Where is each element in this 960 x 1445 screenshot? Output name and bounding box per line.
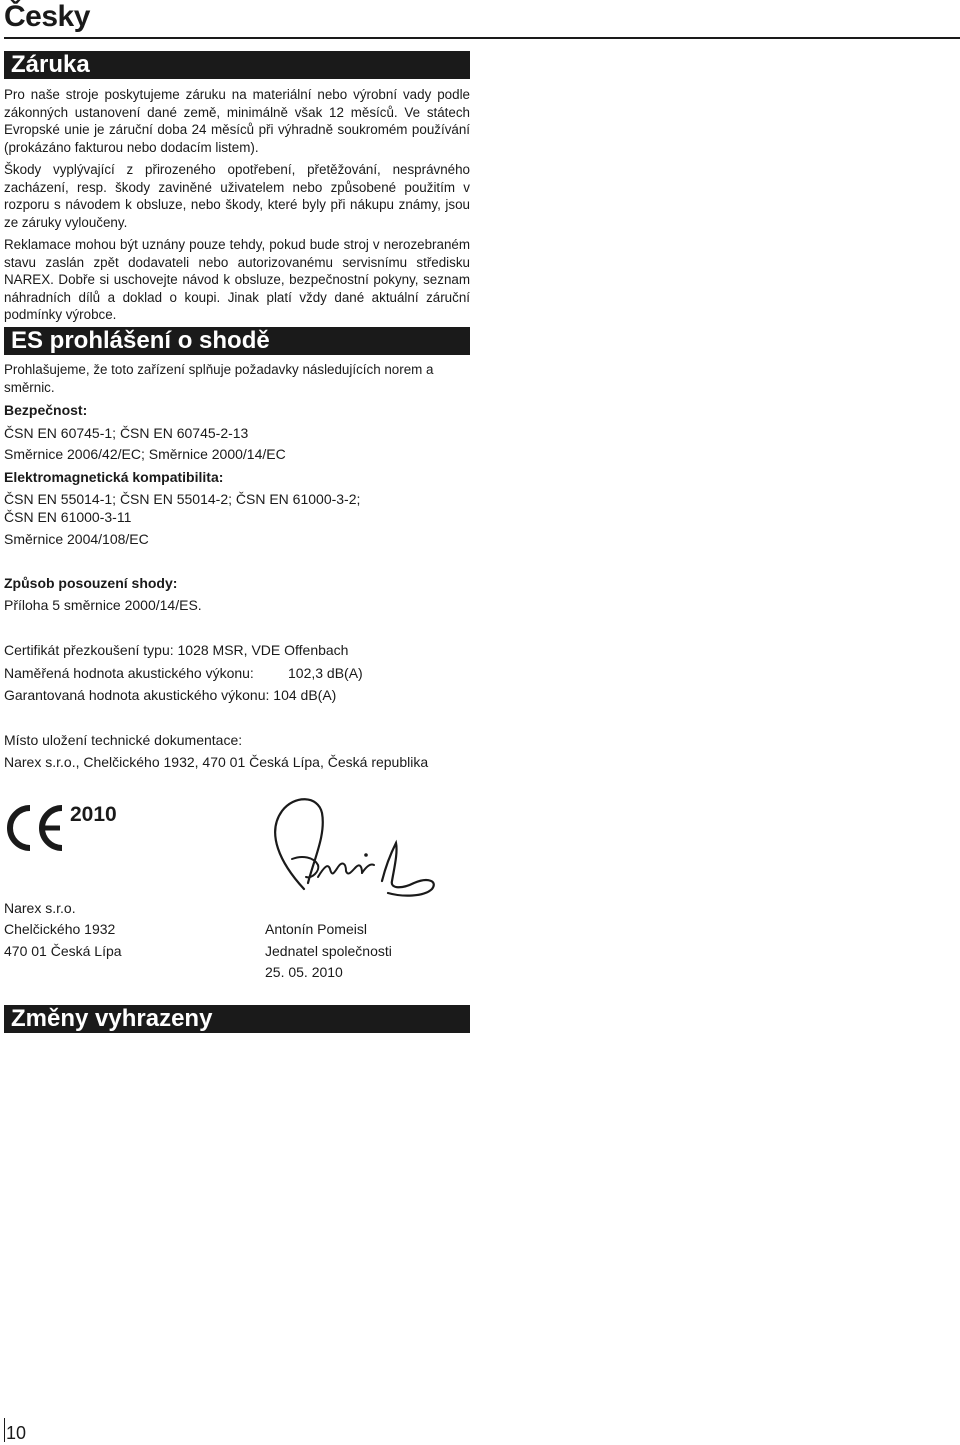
safety-standards: ČSN EN 60745-1; ČSN EN 60745-2-13	[4, 425, 249, 441]
certificate-line: Certifikát přezkoušení typu: 1028 MSR, VDE Offenbach	[4, 642, 349, 658]
docs-value: Narex s.r.o., Chelčického 1932, 470 01 Česká Lípa, Česká republika	[4, 754, 429, 770]
declaration-intro: Prohlašujeme, že toto zařízení splňuje požadavky následujících norem a směrnic.	[4, 362, 434, 395]
measured-label: Naměřená hodnota akustického výkonu:	[4, 665, 254, 681]
company-street: Chelčického 1932	[4, 921, 116, 937]
company-name: Narex s.r.o.	[4, 900, 76, 916]
ce-year: 2010	[70, 803, 117, 826]
page-number: 10	[6, 1423, 27, 1443]
assessment-label: Způsob posouzení shody:	[4, 575, 178, 591]
header-rule	[4, 37, 960, 39]
emc-standards-1: ČSN EN 55014-1; ČSN EN 55014-2; ČSN EN 61000-3-2;	[4, 491, 361, 507]
guaranteed-line: Garantovaná hodnota akustického výkonu: 104 dB(A)	[4, 687, 337, 703]
emc-label: Elektromagnetická kompatibilita:	[4, 469, 224, 485]
declaration-heading: ES prohlášení o shodě	[4, 327, 470, 355]
safety-label: Bezpečnost:	[4, 402, 88, 418]
signature-image	[262, 793, 442, 903]
warranty-paragraph-1: Pro naše stroje poskytujeme záruku na materiální nebo výrobní vady podle zákonných ustanovení dané země, minimálně však 12 měsíců. Ve státech Evropské unie je záruční doba 24 měsíců při výhradně soukromém používání (prokázáno fakturou nebo dodacím listem).	[4, 87, 470, 155]
safety-directives: Směrnice 2006/42/EC; Směrnice 2000/14/EC	[4, 446, 286, 462]
sign-date: 25. 05. 2010	[265, 964, 343, 980]
ce-mark-icon	[4, 802, 68, 854]
changes-heading: Změny vyhrazeny	[4, 1005, 470, 1033]
warranty-paragraph-3: Reklamace mohou být uznány pouze tehdy, pokud bude stroj v nerozebraném stavu zaslán zpět dodavateli nebo autorizovanému servisnímu středisku NAREX. Dobře si uschovejte návod k obsluze, bezpečnostní pokyny, seznam náhradních dílů a doklad o koupi. Jinak platí vždy dané aktuální záruční podmínky výrobce.	[4, 237, 470, 322]
measured-value: 102,3 dB(A)	[288, 665, 363, 681]
docs-label: Místo uložení technické dokumentace:	[4, 732, 243, 748]
signer-name: Antonín Pomeisl	[265, 921, 367, 937]
warranty-paragraph-2: Škody vyplývající z přirozeného opotřebení, přetěžování, nesprávného zacházení, resp. škody zaviněné uživatelem nebo způsobené použitím v rozporu s návodem k obsluze, nebo škody, které byly při nákupu známy, jsou ze záruky vyloučeny.	[4, 162, 470, 230]
signer-title: Jednatel společnosti	[265, 943, 392, 959]
company-city: 470 01 Česká Lípa	[4, 943, 122, 959]
warranty-body	[4, 86, 470, 329]
emc-standards-2: ČSN EN 61000-3-11	[4, 509, 132, 525]
page-number-rule	[4, 1418, 5, 1442]
emc-directive: Směrnice 2004/108/EC	[4, 531, 149, 547]
warranty-heading: Záruka	[4, 51, 470, 79]
language-title: Česky	[4, 0, 90, 33]
assessment-value: Příloha 5 směrnice 2000/14/ES.	[4, 597, 202, 613]
